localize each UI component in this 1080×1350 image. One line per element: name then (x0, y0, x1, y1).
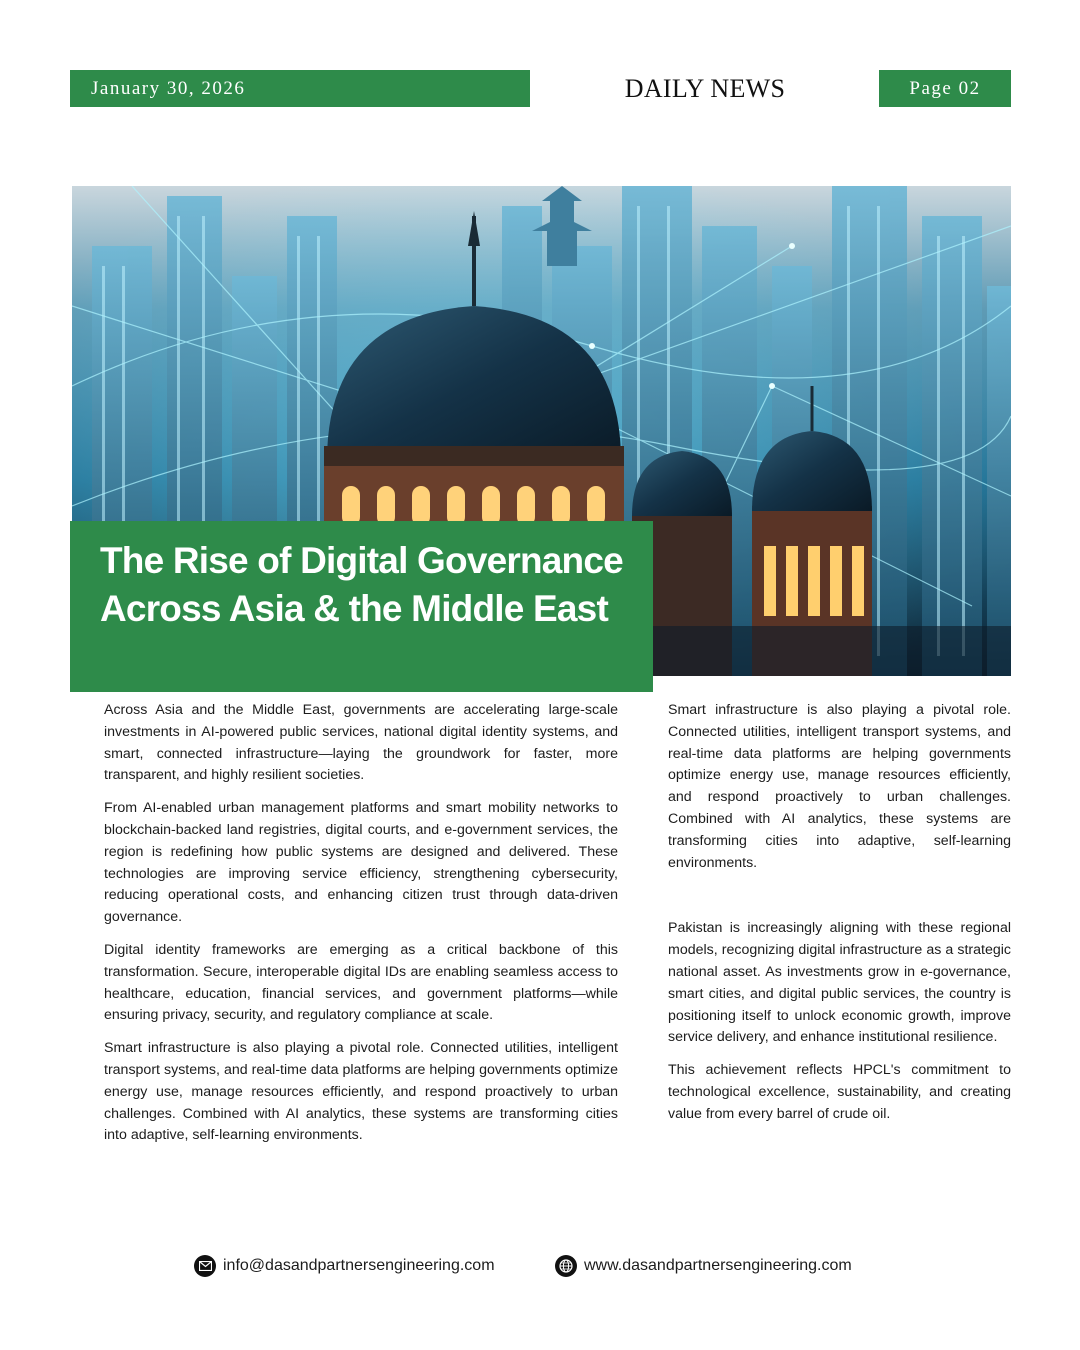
publication-name: DAILY NEWS (624, 74, 786, 103)
article-paragraph: Across Asia and the Middle East, governments are accelerating large-scale investments in AI-powered public services, national digital identity systems, and smart, connected infrastructure—laying the groundwork for faster, more transparent, and highly resilient societies. (104, 702, 618, 784)
footer (0, 1255, 1080, 1279)
article-column-right (668, 700, 1011, 1137)
article-paragraph: This achievement reflects HPCL's commitment to technological excellence, sustainability, and creating value from every barrel of crude oil. (668, 1062, 1011, 1122)
article-paragraph: Smart infrastructure is also playing a pivotal role. Connected utilities, intelligent transport systems, and real-time data platforms are helping governments optimize energy use, manage resources efficiently, and respond proactively to urban challenges. Combined with AI analytics, these systems are transforming cities into adaptive, self-learning environments. (104, 1040, 618, 1144)
article-column-left (104, 700, 618, 1158)
article-headline: The Rise of Digital Governance Across Asia & the Middle East (100, 540, 623, 629)
email-link[interactable]: info@dasandpartnersengineering.com (223, 1257, 495, 1274)
page-number: Page 02 (879, 70, 1011, 107)
article-paragraph: Pakistan is increasingly aligning with these regional models, recognizing digital infrastructure as a strategic national asset. As investments grow in e-governance, smart cities, and digital public services, the country is positioning itself to unlock economic growth, improve service delivery, and enhance institutional resilience. (668, 920, 1011, 1046)
article-paragraph: Digital identity frameworks are emerging as a critical backbone of this transformation. Secure, interoperable digital IDs are enabling seamless access to healthcare, education, financial services, and government platforms—while ensuring privacy, security, and regulatory compliance at scale. (104, 941, 618, 1024)
footer-email[interactable] (194, 1255, 495, 1277)
website-link[interactable]: www.dasandpartnersengineering.com (584, 1257, 852, 1274)
issue-date: January 30, 2026 (70, 70, 530, 107)
mail-icon (194, 1255, 216, 1277)
article-paragraph: From AI-enabled urban management platforms and smart mobility networks to blockchain-backed land registries, digital courts, and e-government services, the region is redefining how public systems are designed and delivered. These technologies are improving service efficiency, strengthening cybersecurity, reducing operational costs, and enhancing citizen trust through data-driven governance. (104, 800, 618, 926)
globe-icon (555, 1255, 577, 1277)
headline-banner (70, 521, 653, 692)
article-paragraph: Smart infrastructure is also playing a pivotal role. Connected utilities, intelligent transport systems, and real-time data platforms are helping governments optimize energy use, manage resources efficiently, and respond proactively to urban challenges. Combined with AI analytics, these systems are transforming cities into adaptive, self-learning environments. (668, 702, 1011, 871)
footer-website[interactable] (555, 1255, 852, 1277)
